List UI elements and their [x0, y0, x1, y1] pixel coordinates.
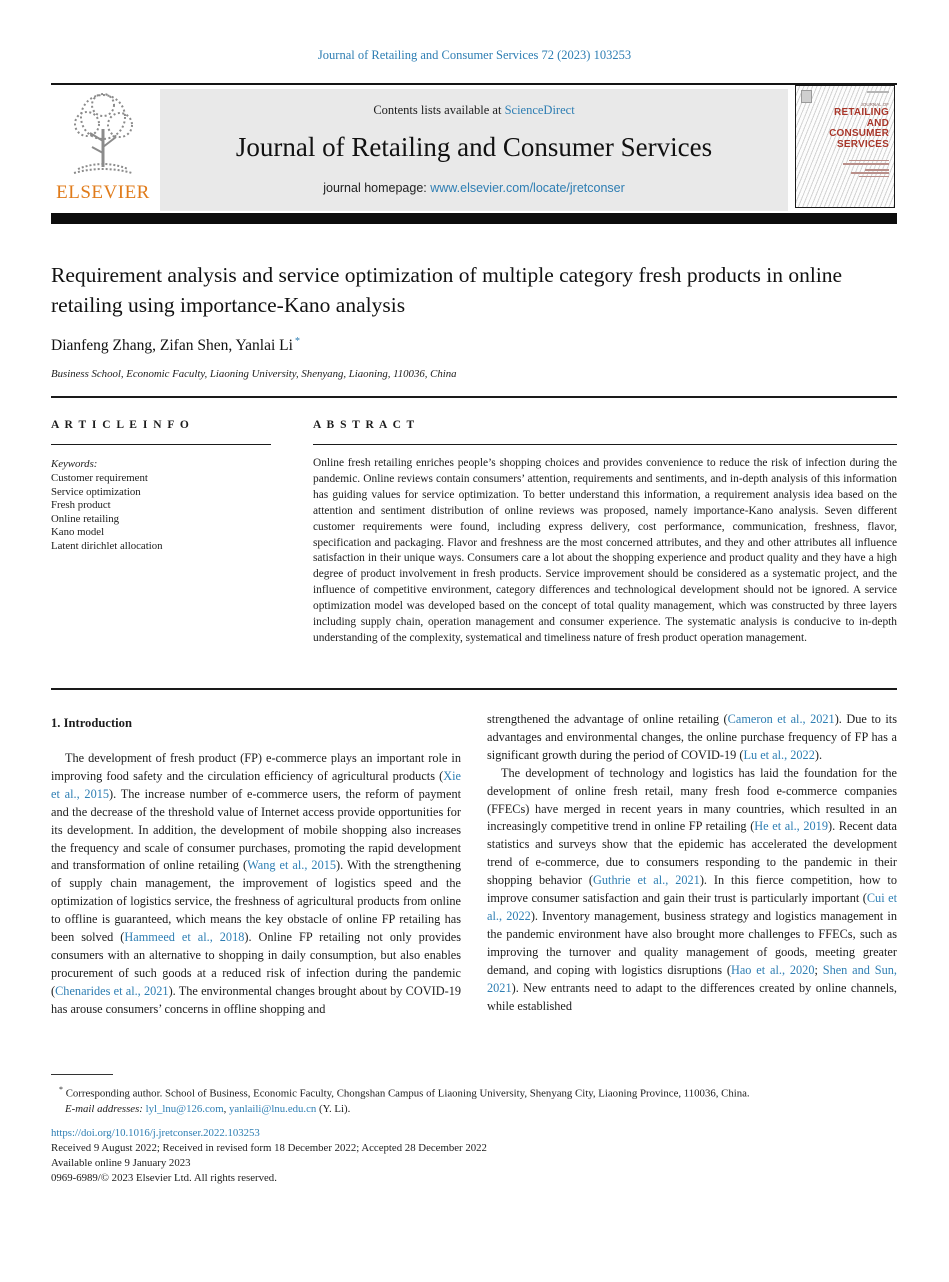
elsevier-wordmark: ELSEVIER — [56, 182, 150, 203]
citation-link[interactable]: Shen and Sun, 2021 — [487, 962, 897, 995]
doi-link[interactable]: https://doi.org/10.1016/j.jretconser.2022.103253 — [51, 1127, 260, 1139]
keyword-item: Online retailing — [51, 512, 120, 525]
keyword-item: Latent dirichlet allocation — [51, 539, 163, 552]
rule-above-info — [51, 396, 897, 398]
cover-logo-icon — [801, 90, 812, 103]
keywords-label: Keywords: — [51, 458, 98, 470]
homepage-line — [160, 181, 788, 195]
citation-link[interactable]: Hao et al., 2020 — [730, 962, 815, 977]
article-info-heading: A R T I C L E I N F O — [51, 419, 191, 431]
intro-left-column — [51, 750, 461, 1019]
header-divider-bar — [51, 213, 897, 224]
homepage-link[interactable]: www.elsevier.com/locate/jretconser — [430, 181, 625, 195]
article-title: Requirement analysis and service optimization of multiple category fresh products in online retailing using importance-Kano analysis — [51, 263, 843, 317]
copyright-line: 0969-6989/© 2023 Elsevier Ltd. All rights reserved. — [51, 1172, 277, 1184]
corresponding-asterisk[interactable]: * — [294, 336, 300, 347]
cover-inner — [796, 86, 894, 207]
text-segment: The development of technology and logistics has laid the foundation for the development of online fresh retail, many fresh food e-commerce companies (FFECs) have merged in recent years in many countries, which resulted in an increasingly competitive trend in online FP retailing ( — [487, 765, 897, 834]
elsevier-tree-icon — [64, 89, 142, 181]
authors-text: Dianfeng Zhang, Zifan Shen, Yanlai Li — [51, 337, 293, 355]
text-segment: ). Online FP retailing not only provides consumers with an alternative to shopping in daily consumption, but also enables procurement of such goods at a reduced risk of infection during the pandemic ( — [51, 930, 462, 998]
text-segment: strengthened the advantage of online retailing ( — [487, 712, 728, 726]
email-link[interactable]: yanlaili@lnu.edu.cn — [229, 1102, 317, 1115]
citation-link[interactable]: Xie et al., 2015 — [51, 768, 461, 801]
homepage-prefix: journal homepage: — [323, 181, 431, 195]
cover-title — [829, 108, 889, 150]
footnote-text: Corresponding author. School of Business, Economic Faculty, Chongshan Campus of Liaoning University, Shenyang City, Liaoning Province, 110036, China. — [65, 1087, 750, 1100]
abstract-heading: A B S T R A C T — [313, 419, 416, 431]
sciencedirect-link[interactable]: ScienceDirect — [504, 103, 575, 117]
email-line — [51, 1102, 897, 1117]
top-rule — [51, 83, 897, 85]
contents-prefix: Contents lists available at — [373, 103, 505, 117]
citation-link[interactable]: Lu et al., 2022 — [743, 747, 815, 762]
author-line — [51, 336, 300, 355]
text-segment: ). Due to its advantages and environmental changes, the online purchase frequency of FP has a significant growth during the period of COVID-19 ( — [487, 712, 897, 762]
intro-paragraph — [487, 765, 897, 1016]
keyword-item: Fresh product — [51, 499, 111, 512]
text-segment: ). The increase number of e-commerce users, the reform of payment and the decrease of the threshold value of Internet access provide opportunities for its development. In addition, the development of mobile shopping also increases the frequency and scale of consumer purchases, promoting the rapid development and transformation of online retailing ( — [51, 786, 462, 873]
citation-link[interactable]: Hammeed et al., 2018 — [124, 930, 245, 945]
footnote-rule — [51, 1074, 113, 1075]
cover-smalltext-lines — [843, 158, 889, 177]
corresponding-author-note — [51, 1082, 897, 1102]
cover-title-line: SERVICES — [837, 138, 889, 150]
citation-link[interactable]: Wang et al., 2015 — [247, 858, 337, 873]
header-citation[interactable]: Journal of Retailing and Consumer Services 72 (2023) 103253 — [317, 48, 632, 62]
abstract-text: Online fresh retailing enriches people’s shopping choices and provides convenience to reduce the risk of infection during the pandemic. Online reviews contain consumers’ attention, requirements and sentiments, and in-depth analysis of this information has guiding values for service optimization. To better understand this information, a requirement analysis idea based on the attention and sentiment distribution of online reviews was proposed, namely importance-Kano analysis. Seven different customer requirements were found, including express delivery, cost performance, communication, freshness, flavor, specification and packaging. Flavor and freshness are the most concerned attributes, and they and other attributes all influence satisfaction in their unique ways. Consumers care a lot about the shopping experience and product quality and they have a high degree of product involvement in fresh products. Service improvement should be considered as a systematic project, and the influence of competitive environment, category differences and technological development should not be ignored. A service optimization model was developed based on the concept of total quality management, which was constructed by three layers including supply chain, operation management and consumer experience. The systematic analysis is conducive to in-depth understanding of the complexity, systematical and timeliness nature of fresh product operation management. — [313, 457, 897, 644]
received-line: Received 9 August 2022; Received in revised form 18 December 2022; Accepted 28 December 2022 — [51, 1142, 487, 1154]
citation-link[interactable]: Guthrie et al., 2021 — [593, 873, 700, 888]
cover-journal-of: JOURNAL OF — [860, 102, 889, 107]
text-segment: ; — [814, 962, 823, 977]
journal-cover[interactable] — [795, 85, 895, 208]
footnote — [51, 1082, 897, 1117]
keyword-item: Kano model — [51, 526, 105, 539]
text-segment: ). — [814, 747, 823, 762]
journal-banner — [160, 89, 788, 211]
text-segment: ). The environmental changes brought about by COVID-19 has arouse consumers’ concerns in offline shopping and — [51, 983, 461, 1016]
citation-link[interactable]: Cui et al., 2022 — [487, 891, 897, 923]
cover-title-line: RETAILING — [834, 107, 889, 118]
contents-line — [160, 103, 788, 118]
cover-title-line: CONSUMER — [829, 128, 889, 139]
keywords-list — [51, 472, 163, 554]
elsevier-logo[interactable] — [51, 89, 155, 211]
rule-below-abstract — [51, 688, 897, 690]
text-segment: ). Recent data statistics and surveys show that the epidemic has accelerated the development trend of e-commerce, due to consumers responding to the pandemic in their shopping behavior ( — [487, 819, 897, 888]
intro-right-column — [487, 711, 897, 1015]
journal-title: Journal of Retailing and Consumer Services — [235, 132, 713, 162]
cover-issn-line — [867, 91, 889, 93]
citation-link[interactable]: Cameron et al., 2021 — [727, 712, 835, 726]
text-segment: ). Inventory management, business strategy and logistics management in the pandemic environment have also brought more challenges to FFECs, such as improving the turnover and quality management of goods, meeting greater demand, and coping with logistics disruptions ( — [487, 908, 897, 977]
text-segment: ). In this fierce competition, how to improve consumer satisfaction and gain their trust is particularly important ( — [487, 873, 898, 906]
citation-link[interactable]: He et al., 2019 — [754, 819, 828, 834]
footnote-star: * — [59, 1085, 63, 1094]
available-online-line: Available online 9 January 2023 — [51, 1157, 191, 1169]
text-segment: ). With the strengthening of supply chain management, the improvement of logistics speed and the optimization of logistics service, the freshness of agricultural products from online to offline is guaranteed, which means the key obstacle of online FP retailing has been solved ( — [51, 858, 461, 945]
intro-paragraph — [51, 750, 461, 1019]
keyword-item: Customer requirement — [51, 472, 148, 484]
intro-paragraph — [487, 711, 897, 765]
text-segment: , — [223, 1102, 230, 1115]
abstract-rule — [313, 444, 897, 445]
text-segment: The development of fresh product (FP) e-commerce plays an important role in improving food safety and the circulation efficiency of agricultural products ( — [51, 751, 461, 783]
text-segment: (Y. Li). — [316, 1102, 351, 1115]
affiliation: Business School, Economic Faculty, Liaoning University, Shenyang, Liaoning, 110036, China — [51, 368, 457, 380]
text-segment: ). New entrants need to adapt to the differences created by online channels, while established — [487, 980, 897, 1013]
intro-heading: 1. Introduction — [51, 716, 132, 730]
keyword-item: Service optimization — [51, 485, 141, 498]
cover-title-line: AND — [866, 117, 889, 129]
email-link[interactable]: lyl_lnu@126.com — [145, 1102, 224, 1115]
citation-link[interactable]: Chenarides et al., 2021 — [55, 983, 169, 998]
article-info-rule — [51, 444, 271, 445]
text-segment: E-mail addresses: — [65, 1102, 146, 1115]
